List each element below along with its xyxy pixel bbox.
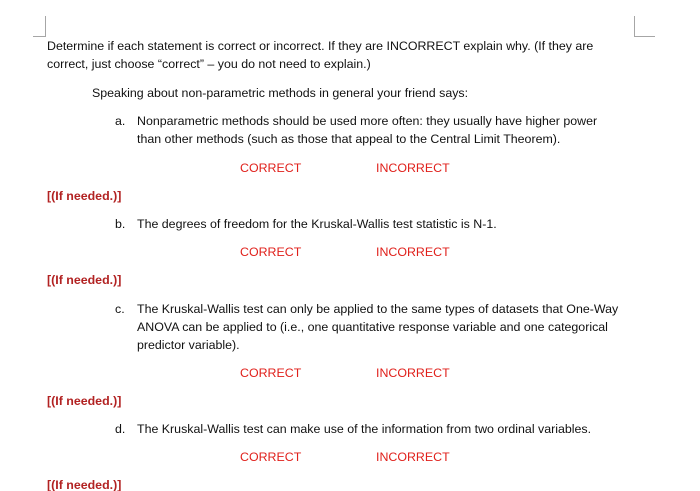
question-b-answer-field[interactable]: [(If needed.)] bbox=[47, 273, 122, 287]
question-c-text-line-2: ANOVA can be applied to (i.e., one quantitative response variable and one categorical bbox=[137, 320, 608, 334]
question-c-incorrect-option[interactable]: INCORRECT bbox=[376, 366, 450, 380]
crop-mark-top-left bbox=[33, 16, 46, 37]
question-c-letter: c. bbox=[115, 302, 125, 316]
crop-mark-top-right bbox=[634, 16, 655, 37]
question-a-text-line-1: Nonparametric methods should be used more often: they usually have higher power bbox=[137, 114, 598, 128]
question-c-text-line-3: predictor variable). bbox=[137, 338, 240, 352]
question-c-answer-field[interactable]: [(If needed.)] bbox=[47, 394, 122, 408]
question-d-answer-field[interactable]: [(If needed.)] bbox=[47, 478, 122, 491]
question-b-incorrect-option[interactable]: INCORRECT bbox=[376, 245, 450, 259]
question-d-letter: d. bbox=[115, 422, 126, 436]
question-c-correct-option[interactable]: CORRECT bbox=[240, 366, 302, 380]
question-a-answer-field[interactable]: [(If needed.)] bbox=[47, 189, 122, 203]
question-b-letter: b. bbox=[115, 217, 126, 231]
question-d-text-line-1: The Kruskal-Wallis test can make use of the information from two ordinal variables. bbox=[137, 422, 592, 436]
question-c-text-line-1: The Kruskal-Wallis test can only be applied to the same types of datasets that One-Way bbox=[137, 302, 619, 316]
instructions-line-2: correct, just choose “correct” – you do not need to explain.) bbox=[47, 57, 371, 71]
question-b-text-line-1: The degrees of freedom for the Kruskal-Wallis test statistic is N-1. bbox=[137, 217, 497, 231]
question-a-correct-option[interactable]: CORRECT bbox=[240, 161, 302, 175]
question-d-correct-option[interactable]: CORRECT bbox=[240, 450, 302, 464]
context-line: Speaking about non-parametric methods in general your friend says: bbox=[92, 86, 469, 100]
question-a-letter: a. bbox=[115, 114, 126, 128]
question-a-text-line-2: than other methods (such as those that appeal to the Central Limit Theorem). bbox=[137, 132, 561, 146]
question-a-incorrect-option[interactable]: INCORRECT bbox=[376, 161, 450, 175]
instructions-line-1: Determine if each statement is correct or incorrect. If they are INCORRECT explain why. (If they are bbox=[47, 39, 594, 53]
question-d-incorrect-option[interactable]: INCORRECT bbox=[376, 450, 450, 464]
question-b-correct-option[interactable]: CORRECT bbox=[240, 245, 302, 259]
